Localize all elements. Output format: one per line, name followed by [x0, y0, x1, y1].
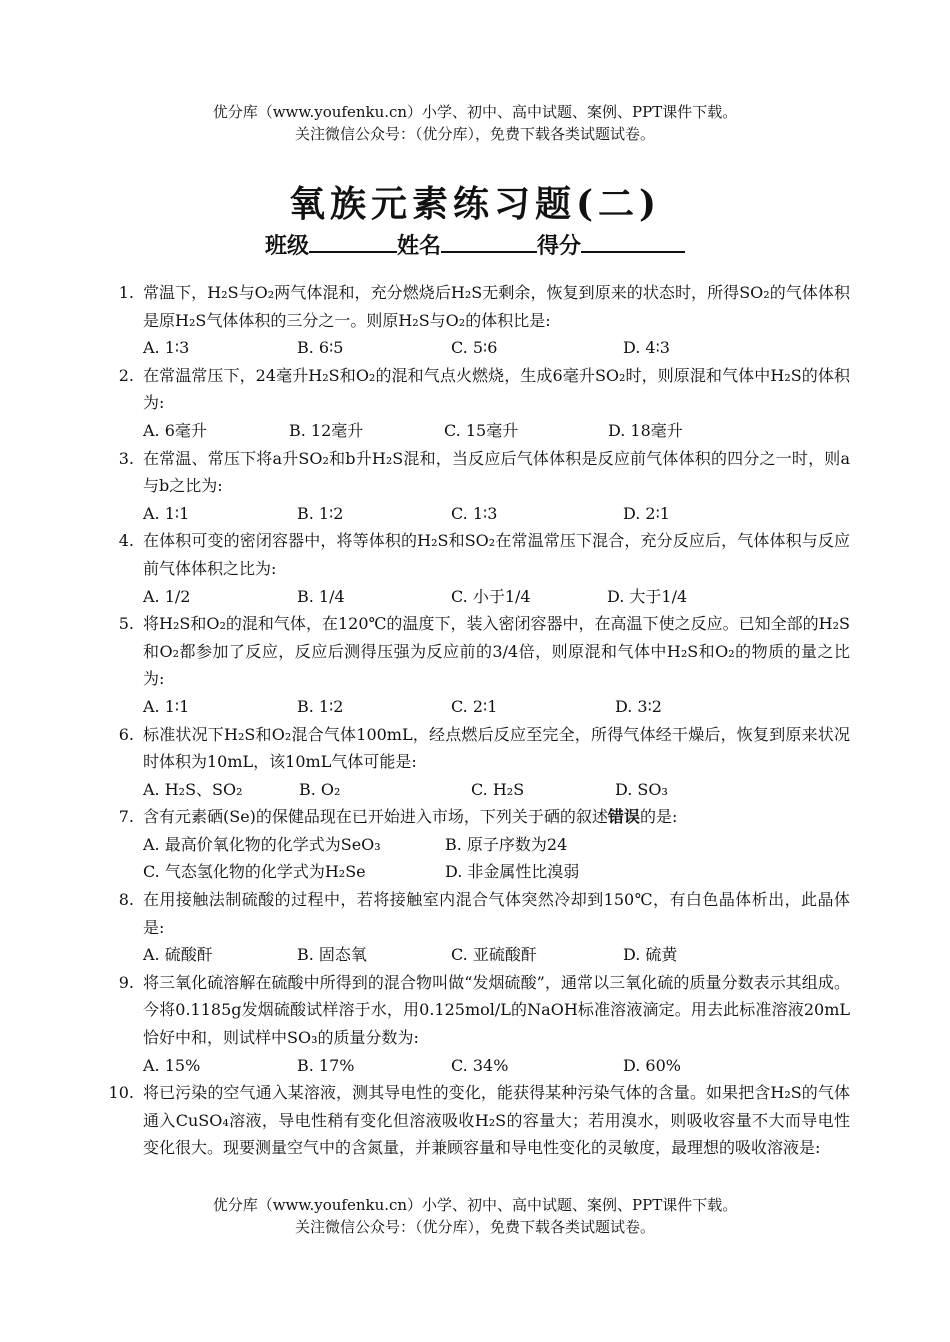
options-row	[143, 693, 850, 721]
options-row	[143, 334, 850, 362]
question-number: 9.	[118, 972, 134, 992]
option-d: D. 大于1/4	[607, 586, 688, 606]
question-number: 2.	[118, 365, 134, 385]
header-line-1: 优分库（www.youfenku.cn）小学、初中、高中试题、案例、PPT课件下载。	[212, 103, 738, 121]
option-b: B. 固态氧	[297, 945, 367, 965]
question-list	[0, 279, 950, 1162]
option-c: C. 亚硫酸酐	[451, 945, 537, 965]
option-a: A. 1∶1	[143, 503, 190, 523]
option-a: A. 6毫升	[143, 420, 207, 440]
question-text-part: 含有元素硒(Se)的保健品现在已开始进入市场，下列关于硒的叙述	[143, 807, 608, 827]
option-b: B. 17%	[297, 1055, 355, 1075]
options-row	[143, 941, 850, 969]
footer-line-2: 关注微信公众号：（优分库），免费下载各类试题试卷。	[294, 1218, 655, 1236]
option-d: D. 3∶2	[615, 696, 662, 716]
question-6	[0, 721, 950, 804]
question-number: 4.	[118, 531, 134, 551]
option-c: C. 15毫升	[444, 420, 519, 440]
option-a: A. H₂S、SO₂	[143, 779, 243, 799]
question-text: 将三氧化硫溶解在硫酸中所得到的混合物叫做“发烟硫酸”，通常以三氧化硫的质量分数表示其组成。今将0.1185g发烟硫酸试样溶于水，用0.125mol/L的NaOH标准溶液滴定。用去此标准溶液20mL恰好中和，则试样中SO₃的质量分数为:	[143, 972, 850, 1048]
question-number: 6.	[118, 724, 134, 744]
question-text-part: 的是:	[639, 807, 678, 827]
question-number: 3.	[118, 448, 134, 468]
question-number: 5.	[118, 614, 134, 634]
option-b: B. 6∶5	[297, 338, 344, 358]
options-row	[143, 858, 850, 886]
question-number: 7.	[118, 807, 134, 827]
option-b: B. 1∶2	[297, 503, 344, 523]
name-label: 姓名	[396, 233, 441, 259]
class-label: 班级	[264, 233, 309, 259]
question-1	[0, 279, 950, 362]
student-info-line	[0, 227, 950, 262]
question-8	[0, 886, 950, 969]
option-d: D. 硫黄	[623, 945, 678, 965]
question-text: 常温下，H₂S与O₂两气体混和，充分燃烧后H₂S无剩余，恢复到原来的状态时，所得SO₂的气体体积是原H₂S气体体积的三分之一。则原H₂S与O₂的体积比是:	[143, 283, 850, 330]
question-text: 标准状况下H₂S和O₂混合气体100mL，经点燃后反应至完全，所得气体经干燥后，恢复到原来状况时体积为10mL，该10mL气体可能是:	[143, 724, 850, 772]
question-text: 在常温常压下，24毫升H₂S和O₂的混和气点火燃烧，生成6毫升SO₂时，则原混和气体中H₂S的体积为:	[143, 365, 850, 413]
question-text: 在常温、常压下将a升SO₂和b升H₂S混和，当反应后气体体积是反应前气体体积的四分之一时，则a与b之比为:	[143, 448, 850, 496]
option-d: D. SO₃	[615, 779, 668, 799]
page-title: 氧族元素练习题(二)	[288, 183, 662, 225]
option-d: D. 2∶1	[623, 503, 670, 523]
option-b: B. 1/4	[297, 586, 345, 606]
option-b: B. 1∶2	[297, 696, 344, 716]
option-d: D. 4∶3	[623, 338, 670, 358]
option-b: B. 原子序数为24	[445, 834, 568, 854]
question-3	[0, 445, 950, 528]
question-10	[0, 1079, 950, 1162]
question-7	[0, 803, 950, 886]
question-text: 将H₂S和O₂的混和气体，在120℃的温度下，装入密闭容器中，在高温下使之反应。已知全部的H₂S和O₂都参加了反应，反应后测得压强为反应前的3/4倍，则原混和气体中H₂S和O₂的物质的量之比为:	[143, 614, 850, 689]
page-header	[0, 101, 950, 145]
question-4	[0, 527, 950, 610]
question-text: 将已污染的空气通入某溶液，测其导电性的变化，能获得某种污染气体的含量。如果把含H₂S的气体通入CuSO₄溶液，导电性稍有变化但溶液吸收H₂S的容量大；若用溴水，则吸收容量不大而导电性变化很大。现要测量空气中的含氮量，并兼顾容量和导电性变化的灵敏度，最理想的吸收溶液是:	[143, 1083, 850, 1158]
footer-line-1: 优分库（www.youfenku.cn）小学、初中、高中试题、案例、PPT课件下载。	[212, 1196, 738, 1214]
option-b: B. O₂	[299, 779, 341, 799]
option-c: C. 34%	[451, 1055, 509, 1075]
page-footer	[0, 1194, 950, 1238]
question-text: 在体积可变的密闭容器中，将等体积的H₂S和SO₂在常温常压下混合，充分反应后，气体体积与反应前气体体积之比为:	[143, 531, 850, 578]
option-d: D. 60%	[623, 1055, 681, 1075]
options-row	[143, 831, 850, 859]
option-c: C. H₂S	[471, 779, 525, 799]
option-d: D. 非金属性比溴弱	[445, 862, 580, 882]
option-c: C. 小于1/4	[451, 586, 531, 606]
option-b: B. 12毫升	[289, 420, 364, 440]
question-text: 在用接触法制硫酸的过程中，若将接触室内混合气体突然冷却到150℃，有白色晶体析出，此晶体是:	[143, 890, 850, 937]
name-blank[interactable]	[441, 227, 537, 253]
option-a: A. 15%	[143, 1055, 201, 1075]
question-text-emphasis: 错误	[607, 807, 640, 827]
option-a: A. 最高价氧化物的化学式为SeO₃	[143, 834, 381, 854]
options-row	[143, 500, 850, 528]
score-label: 得分	[537, 233, 582, 259]
options-row	[143, 417, 850, 445]
option-c: C. 5∶6	[451, 338, 498, 358]
option-a: A. 1∶1	[143, 696, 190, 716]
question-5	[0, 610, 950, 720]
option-c: C. 1∶3	[451, 503, 498, 523]
option-c: C. 2∶1	[451, 696, 498, 716]
question-text	[143, 803, 850, 831]
option-c: C. 气态氢化物的化学式为H₂Se	[143, 862, 366, 882]
option-a: A. 1/2	[143, 586, 191, 606]
option-d: D. 18毫升	[608, 420, 683, 440]
question-number: 8.	[118, 890, 134, 910]
options-row	[143, 776, 850, 804]
header-line-2: 关注微信公众号：（优分库），免费下载各类试题试卷。	[294, 125, 655, 143]
score-blank[interactable]	[581, 227, 685, 253]
option-a: A. 1∶3	[143, 338, 190, 358]
question-2	[0, 362, 950, 445]
question-9	[0, 969, 950, 1079]
question-number: 10.	[108, 1083, 134, 1103]
class-blank[interactable]	[309, 227, 397, 253]
options-row	[143, 1052, 850, 1080]
option-a: A. 硫酸酐	[143, 945, 213, 965]
question-number: 1.	[118, 283, 134, 302]
options-row	[143, 583, 850, 611]
